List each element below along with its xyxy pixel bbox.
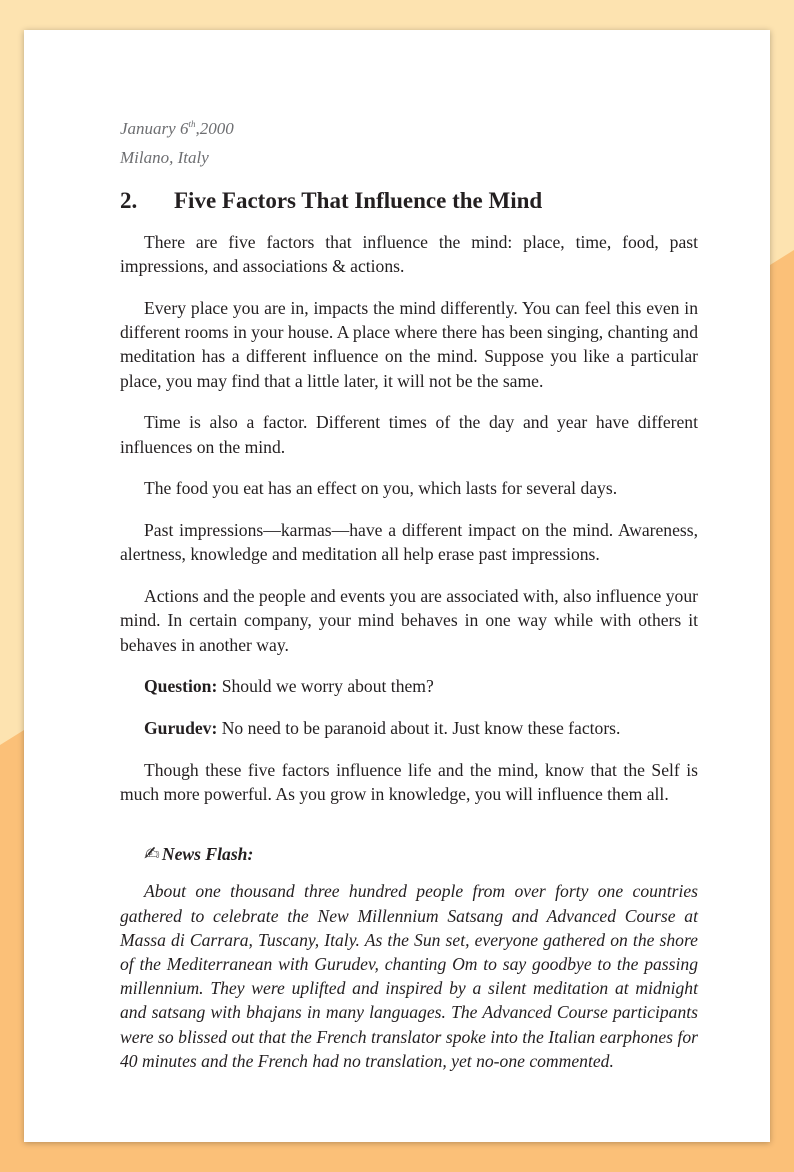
location: Milano, Italy <box>120 148 209 167</box>
paragraph-5: Past impressions—karmas—have a different impact on the mind. Awareness, alertness, knowledge and meditation all help erase past impressions. <box>120 520 698 565</box>
date: January 6th,2000 <box>120 119 234 138</box>
answer-text: No need to be paranoid about it. Just know these factors. <box>217 718 621 739</box>
closing-paragraph: Though these five factors influence life and the mind, know that the Self is much more powerful. As you grow in knowledge, you will influence them all. <box>120 760 698 805</box>
question-text: Should we worry about them? <box>217 676 434 697</box>
news-flash-title: News Flash: <box>161 844 254 865</box>
chapter-number: 2. <box>120 188 138 213</box>
document-page <box>24 30 770 1142</box>
news-flash-heading <box>120 842 698 866</box>
writing-hand-icon: ✍ <box>144 843 160 866</box>
dateline <box>120 114 698 172</box>
paragraph-2: Every place you are in, impacts the mind differently. You can feel this even in different rooms in your house. A place where there has been singing, chanting and meditation has a different influence on the mind. Suppose you like a particular place, you may find that a little later, it will not be the same. <box>120 298 698 391</box>
paragraph-1: There are five factors that influence the mind: place, time, food, past impressions, and associations & actions. <box>120 232 698 277</box>
paragraph-3: Time is also a factor. Different times of the day and year have different influences on the mind. <box>120 412 698 457</box>
page-content <box>120 114 698 1091</box>
news-flash-body: About one thousand three hundred people from over forty one countries gathered to celebrate the New Millennium Satsang and Advanced Course at Massa di Carrara, Tuscany, Italy. As the Sun set, everyone gathered on the shore of the Mediterranean with Gurudev, chanting Om to say goodbye to the passing millennium. They were uplifted and inspired by a silent meditation at midnight and satsang with bhajans in many languages. The Advanced Course participants were so blissed out that the French translator spoke into the Italian earphones for 40 minutes and the French had no translation, yet no-one commented. <box>120 881 698 1071</box>
question-label: Question: <box>144 676 218 697</box>
chapter-title: Five Factors That Influence the Mind <box>174 188 543 213</box>
paragraph-6: Actions and the people and events you are associated with, also influence your mind. In certain company, your mind behaves in one way while with others it behaves in another way. <box>120 586 698 655</box>
answer-label: Gurudev: <box>144 718 218 739</box>
chapter-heading <box>120 186 698 216</box>
question-paragraph <box>120 674 698 698</box>
paragraph-4: The food you eat has an effect on you, which lasts for several days. <box>144 478 618 499</box>
answer-paragraph <box>120 716 698 740</box>
